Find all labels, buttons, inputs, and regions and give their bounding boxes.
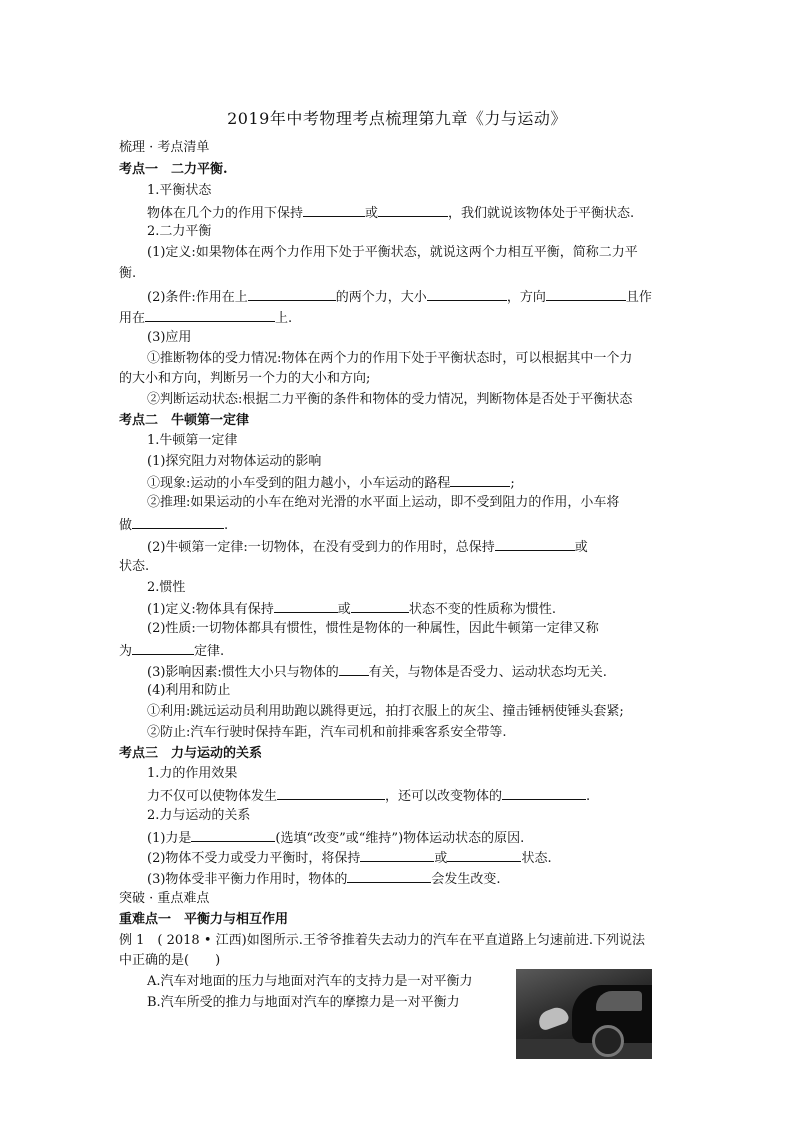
paragraph: ①利用:跳远运动员利用助跑以跳得更远，拍打衣服上的灰尘、撞击锤柄使锤头套紧; [147, 704, 624, 719]
answer-blank[interactable] [360, 847, 434, 862]
car-window [596, 991, 642, 1011]
text: (3)物体受非平衡力作用时，物体的 [147, 872, 348, 887]
text: . [224, 518, 229, 533]
paragraph: ②防止:汽车行驶时保持车距，汽车司机和前排乘客系安全带等. [147, 725, 507, 740]
text: 物体在几个力的作用下保持 [147, 206, 304, 221]
answer-blank[interactable] [450, 472, 510, 487]
text: ，还可以改变物体的 [385, 789, 503, 804]
paragraph [147, 202, 634, 224]
answer-blank[interactable] [274, 598, 338, 613]
answer-blank[interactable] [339, 661, 369, 676]
answer-blank[interactable] [378, 202, 448, 217]
text: (3)影响因素:惯性大小只与物体的 [147, 665, 339, 680]
text: ，我们就说该物体处于平衡状态. [448, 206, 635, 221]
paragraph: (1)定义:如果物体在两个力作用下处于平衡状态，就说这两个力相互平衡，简称二力平 [147, 245, 638, 260]
paragraph: 状态. [119, 559, 150, 574]
text: (2)物体不受力或受力平衡时，将保持 [147, 851, 361, 866]
paragraph: ②判断运动状态:根据二力平衡的条件和物体的受力情况，判断物体是否处于平衡状态 [147, 392, 633, 407]
car-push-photo [516, 969, 652, 1059]
kp2-heading: 考点二 牛顿第一定律 [119, 413, 250, 428]
answer-blank[interactable] [145, 307, 275, 322]
text: ①现象:运动的小车受到的阻力越小，小车运动的路程 [147, 476, 451, 491]
paragraph: ②推理:如果运动的小车在绝对光滑的水平面上运动，即不受到阻力的作用，小车将 [147, 495, 620, 510]
paragraph [147, 661, 607, 683]
paragraph: (2)性质:一切物体都具有惯性，惯性是物体的一种属性，因此牛顿第一定律又称 [147, 621, 599, 636]
paragraph: ①推断物体的受力情况:物体在两个力的作用下处于平衡状态时，可以根据其中一个力 [147, 351, 633, 366]
answer-blank[interactable] [546, 286, 626, 301]
text: 用在 [119, 311, 146, 326]
paragraph [119, 307, 292, 329]
example-question: 例 1 ( 2018 • 江西)如图所示.王爷爷推着失去动力的汽车在平直道路上匀速前进.下列说法 [119, 933, 645, 948]
paragraph [147, 472, 515, 494]
kp1-heading: 考点一 二力平衡. [119, 162, 228, 177]
answer-blank[interactable] [347, 868, 431, 883]
page-title: 2019年中考物理考点梳理第九章《力与运动》 [227, 109, 567, 128]
answer-blank[interactable] [132, 514, 224, 529]
text: 或 [574, 540, 588, 555]
text: ，方向 [506, 290, 546, 305]
paragraph [147, 536, 588, 558]
paragraph: (1)探究阻力对物体运动的影响 [147, 454, 322, 469]
section-heading: 突破 · 重点难点 [119, 891, 210, 906]
answer-blank[interactable] [132, 640, 194, 655]
option-a: A.汽车对地面的压力与地面对汽车的支持力是一对平衡力 [147, 974, 473, 989]
paragraph [147, 785, 590, 807]
subheading: 2.惯性 [147, 580, 186, 595]
pushing-hands [536, 1004, 570, 1031]
paragraph [147, 827, 524, 849]
paragraph [119, 640, 224, 662]
paragraph [147, 286, 652, 308]
text: 有关，与物体是否受力、运动状态均无关. [368, 665, 607, 680]
text: 力不仅可以使物体发生 [147, 789, 278, 804]
paragraph [147, 598, 556, 620]
car-wheel [592, 1025, 624, 1057]
answer-blank[interactable] [303, 202, 365, 217]
answer-blank[interactable] [191, 827, 275, 842]
text: 会发生改变. [431, 872, 501, 887]
text: (2)牛顿第一定律:一切物体，在没有受到力的作用时，总保持 [147, 540, 495, 555]
subheading: 1.平衡状态 [147, 183, 212, 198]
answer-blank[interactable] [248, 286, 336, 301]
subheading: (4)利用和防止 [147, 683, 231, 698]
subheading: 1.力的作用效果 [147, 766, 238, 781]
text: (2)条件:作用在上 [147, 290, 248, 305]
paragraph: 衡. [119, 266, 137, 281]
kp3-heading: 考点三 力与运动的关系 [119, 746, 263, 761]
answer-blank[interactable] [277, 785, 385, 800]
text: 或 [337, 602, 351, 617]
subheading: 1.牛顿第一定律 [147, 433, 238, 448]
text: 定律. [194, 644, 225, 659]
paragraph [147, 868, 501, 890]
text: 做 [119, 518, 133, 533]
paragraph [119, 514, 228, 536]
text: (选填“改变”或“维持”)物体运动状态的原因. [275, 831, 525, 846]
d1-heading: 重难点一 平衡力与相互作用 [119, 912, 289, 927]
answer-blank[interactable] [351, 598, 409, 613]
text: (1)定义:物体具有保持 [147, 602, 274, 617]
text: . [586, 789, 591, 804]
text: 为 [119, 644, 133, 659]
subheading: (3)应用 [147, 330, 192, 345]
text: ; [510, 476, 515, 491]
text: 上. [275, 311, 293, 326]
text: 或 [365, 206, 379, 221]
answer-blank[interactable] [447, 847, 521, 862]
answer-blank[interactable] [427, 286, 507, 301]
text: 状态. [521, 851, 552, 866]
subheading: 2.二力平衡 [147, 224, 212, 239]
paragraph [147, 847, 552, 869]
text: (1)力是 [147, 831, 192, 846]
option-b: B.汽车所受的推力与地面对汽车的摩擦力是一对平衡力 [147, 995, 460, 1010]
section-heading: 梳理 · 考点清单 [119, 140, 210, 155]
answer-blank[interactable] [502, 785, 586, 800]
paragraph: 的大小和方向，判断另一个力的大小和方向; [119, 371, 371, 386]
text: 或 [434, 851, 448, 866]
subheading: 2.力与运动的关系 [147, 808, 251, 823]
text: 且作 [625, 290, 652, 305]
example-question: 中正确的是( ) [119, 953, 221, 968]
text: 状态不变的性质称为惯性. [408, 602, 556, 617]
answer-blank[interactable] [495, 536, 575, 551]
text: 的两个力，大小 [335, 290, 427, 305]
